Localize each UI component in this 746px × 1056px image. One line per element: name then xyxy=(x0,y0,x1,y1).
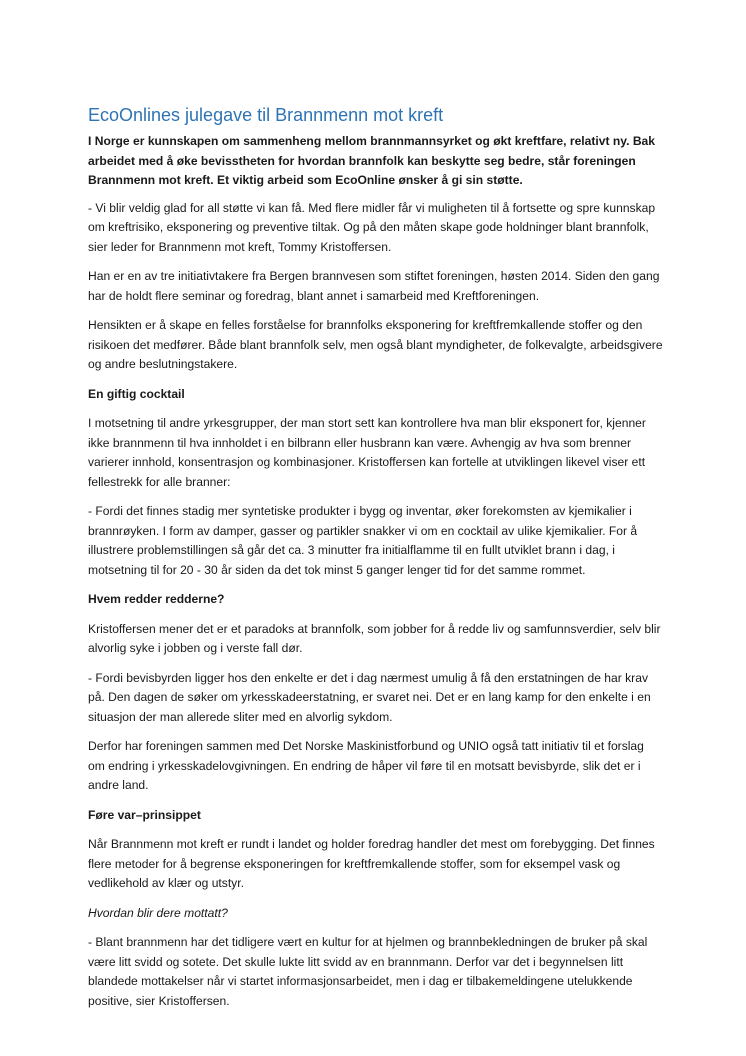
paragraph: Derfor har foreningen sammen med Det Norske Maskinistforbund og UNIO også tatt initiativ til et forslag om endring i yrkesskadelovgivningen. En endring de håper vil føre til en motsatt bevisbyrde, slik det er i andre land. xyxy=(88,739,644,792)
paragraph: Hensikten er å skape en felles forståelse for brannfolks eksponering for kreftfremkallende stoffer og den risikoen det medfører. Både blant brannfolk selv, men også blant myndigheter, de folkevalgte, arbeidsgivere og andre beslutningstakere. xyxy=(88,318,663,371)
article-lead: I Norge er kunnskapen om sammenheng mellom brannmannsyrket og økt kreftfare, relativt ny. Bak arbeidet med å øke bevisstheten for hvordan brannfolk kan beskytte seg bedre, står foreningen Brannmenn mot kreft. Et viktig arbeid som EcoOnline ønsker å gi sin støtte. xyxy=(88,134,656,187)
paragraph: Han er en av tre initiativtakere fra Bergen brannvesen som stiftet foreningen, høsten 2014. Siden den gang har de holdt flere seminar og foredrag, blant annet i samarbeid med Kreftforeningen. xyxy=(88,269,660,303)
section-heading: En giftig cocktail xyxy=(88,386,185,401)
interview-question: Hvordan blir dere mottatt? xyxy=(88,905,228,920)
paragraph: Når Brannmenn mot kreft er rundt i landet og holder foredrag handler det mest om forebygging. Det finnes flere metoder for å begrense eksponeringen for kreftfremkallende stoffer, som for eksempel vask og vedlikehold av klær og utstyr. xyxy=(88,837,655,890)
paragraph: - Vi blir veldig glad for all støtte vi kan få. Med flere midler får vi muligheten til å fortsette og spre kunnskap om kreftrisiko, eksponering og preventive tiltak. Og på den måten skape gode holdninger blant brannfolk, sier leder for Brannmenn mot kreft, Tommy Kristoffersen. xyxy=(88,200,656,254)
document-page xyxy=(88,104,664,1021)
article-title: EcoOnlines julegave til Brannmenn mot kreft xyxy=(88,105,444,125)
section-heading: Føre var–prinsippet xyxy=(88,807,201,822)
paragraph: - Fordi det finnes stadig mer syntetiske produkter i bygg og inventar, øker forekomsten av kjemikalier i brannrøyken. I form av damper, gasser og partikler snakker vi om en cocktail av ulike kjemikalier. For å illustrere problemstillingen så går det ca. 3 minutter fra initialflamme til en fullt utviklet brann i dag, i motsetning til for 20 - 30 år siden da det tok minst 5 ganger lenger tid for det samme rommet. xyxy=(88,504,638,577)
paragraph: I motsetning til andre yrkesgrupper, der man stort sett kan kontrollere hva man blir eksponert for, kjenner ikke brannmenn til hva innholdet i en bilbrann eller husbrann kan være. Avhengig av hva som brenner varierer innhold, konsentrasjon og kombinasjoner. Kristoffersen kan fortelle at utviklingen likevel viser ett fellestrekk for alle branner: xyxy=(88,416,646,489)
paragraph: - Blant brannmenn har det tidligere vært en kultur for at hjelmen og brannbekledningen de bruker på skal være litt svidd og sotete. Det skulle lukte litt svidd av en brannmann. Derfor var det i begynnelsen litt blandede mottakelser når vi startet informasjonsarbeidet, men i dag er tilbakemeldingene utelukkende positive, sier Kristoffersen. xyxy=(88,935,648,1008)
section-heading: Hvem redder redderne? xyxy=(88,592,225,606)
paragraph: Kristoffersen mener det er et paradoks at brannfolk, som jobber for å redde liv og samfunnsverdier, selv blir alvorlig syke i jobben og i verste fall dør. xyxy=(88,621,661,655)
paragraph: - Fordi bevisbyrden ligger hos den enkelte er det i dag nærmest umulig å få den erstatningen de har krav på. Den dagen de søker om yrkesskadeerstatning, er svaret nei. Det er en lang kamp for den enkelte i en situasjon der man allerede sliter med en alvorlig sykdom. xyxy=(88,670,651,724)
